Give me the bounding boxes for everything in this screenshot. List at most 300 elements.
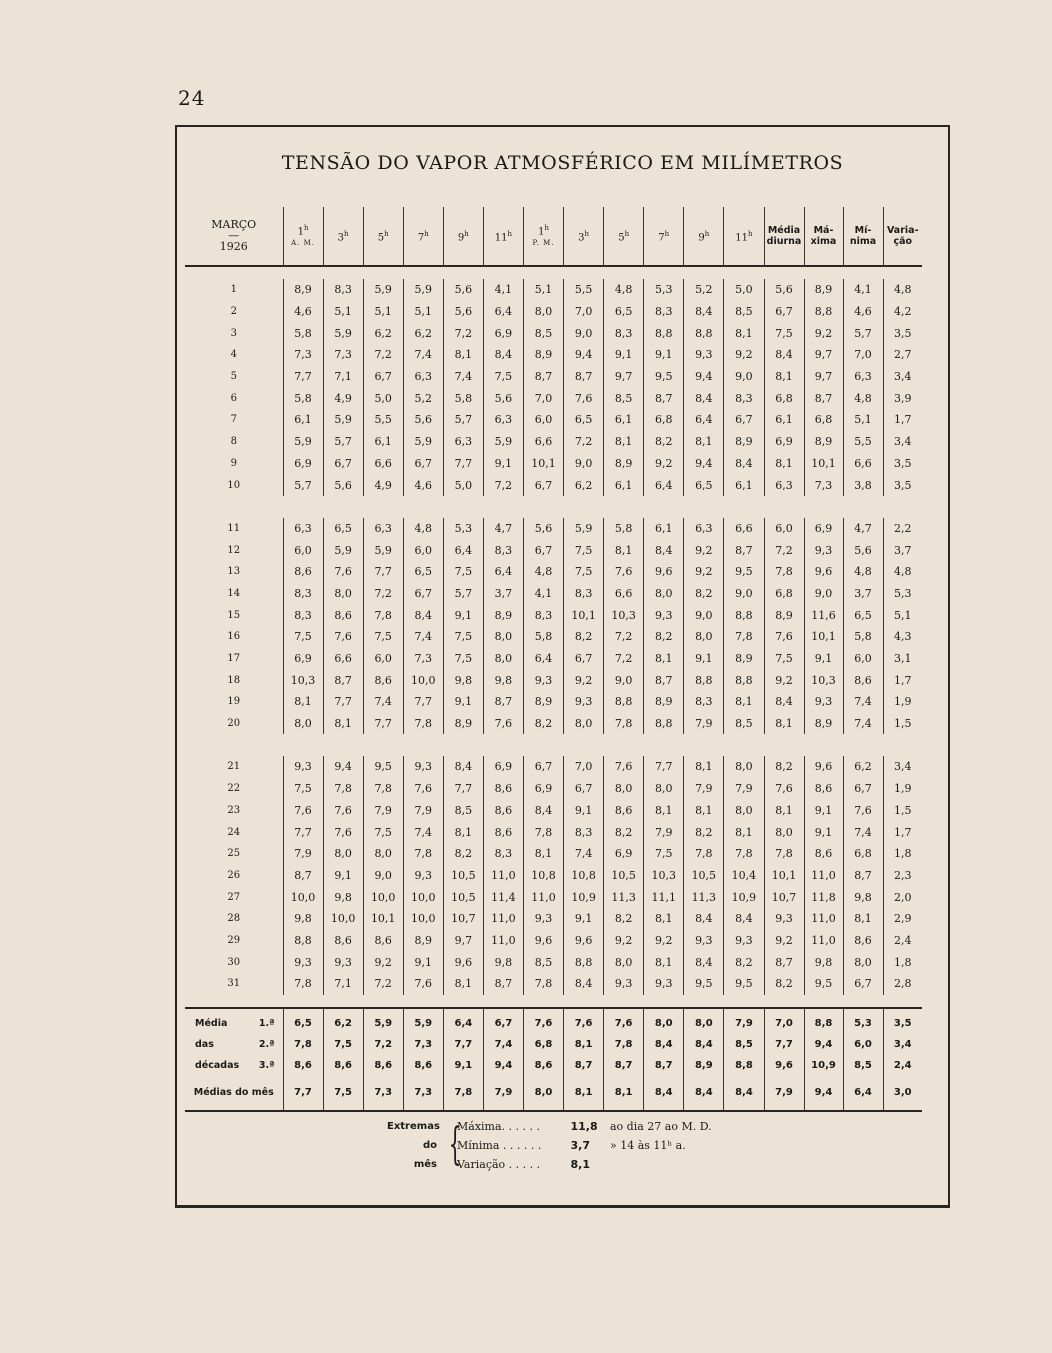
- day-cell: 4: [230, 349, 237, 361]
- table-row: [185, 778, 922, 800]
- month-label: MARÇO: [211, 218, 257, 231]
- value-cell: 8,8: [564, 951, 604, 973]
- value-cell: 7,8: [684, 843, 724, 865]
- value-cell: 7,4: [363, 691, 403, 713]
- value-cell: 9,2: [724, 344, 764, 366]
- value-cell: 6,5: [323, 518, 363, 540]
- mean-value-cell: 6,0: [843, 1034, 883, 1055]
- value-cell: 6,4: [644, 474, 684, 496]
- value-cell: 6,1: [604, 409, 644, 431]
- value-cell: 6,4: [523, 648, 563, 670]
- value-cell: 9,6: [644, 561, 684, 583]
- value-cell: 6,3: [443, 431, 483, 453]
- value-cell: 8,4: [443, 756, 483, 778]
- value-cell: 8,9: [644, 691, 684, 713]
- day-cell: 24: [227, 826, 241, 838]
- value-cell: 9,1: [564, 908, 604, 930]
- month-mean-row: [185, 1076, 922, 1111]
- value-cell: 5,6: [483, 387, 523, 409]
- value-cell: 8,4: [684, 908, 724, 930]
- value-cell: 9,8: [843, 886, 883, 908]
- extreme-note: » 14 às 11ʰ a.: [610, 1139, 686, 1152]
- table-row: [185, 539, 922, 561]
- table-row: [185, 648, 922, 670]
- value-cell: 3,7: [883, 539, 922, 561]
- hour-number: 5: [618, 232, 625, 244]
- value-cell: 6,9: [483, 322, 523, 344]
- value-cell: 7,6: [483, 713, 523, 735]
- value-cell: 7,6: [283, 800, 323, 822]
- extremes-label-3: mês: [413, 1159, 437, 1170]
- value-cell: 1,5: [883, 800, 922, 822]
- day-cell: 20: [227, 718, 241, 730]
- day-cell: 8: [230, 436, 237, 448]
- value-cell: 8,1: [724, 322, 764, 344]
- mean-value-cell: 7,3: [363, 1076, 403, 1111]
- value-cell: 5,8: [604, 518, 644, 540]
- value-cell: 6,6: [523, 431, 563, 453]
- value-cell: 6,1: [363, 431, 403, 453]
- value-cell: 11,3: [604, 886, 644, 908]
- extremes-label-1: Extremas: [387, 1121, 440, 1132]
- value-cell: 6,0: [764, 518, 804, 540]
- page-number: 24: [178, 86, 206, 110]
- value-cell: 5,7: [323, 431, 363, 453]
- value-cell: 5,6: [403, 409, 443, 431]
- value-cell: 9,8: [443, 669, 483, 691]
- value-cell: 7,6: [764, 778, 804, 800]
- hour-number: 1: [538, 226, 545, 238]
- value-cell: 5,6: [443, 301, 483, 323]
- value-cell: 7,2: [363, 973, 403, 995]
- value-cell: 8,2: [644, 626, 684, 648]
- value-cell: 8,3: [604, 322, 644, 344]
- value-cell: 1,7: [883, 669, 922, 691]
- value-cell: 9,1: [804, 800, 843, 822]
- table-row: [185, 951, 922, 973]
- hour-period: A. M.: [291, 238, 315, 247]
- maxima-header: [804, 207, 843, 266]
- value-cell: 7,6: [604, 561, 644, 583]
- value-cell: 5,1: [843, 409, 883, 431]
- value-cell: 8,6: [804, 778, 843, 800]
- value-cell: 7,0: [564, 756, 604, 778]
- value-cell: 10,5: [443, 865, 483, 887]
- value-cell: 7,2: [564, 431, 604, 453]
- value-cell: 8,8: [684, 322, 724, 344]
- daily-values: [185, 279, 922, 995]
- value-cell: 8,7: [804, 387, 843, 409]
- value-cell: 7,8: [724, 843, 764, 865]
- value-cell: 6,6: [604, 583, 644, 605]
- value-cell: 8,4: [724, 453, 764, 475]
- day-cell: 17: [227, 653, 241, 665]
- value-cell: 7,5: [363, 821, 403, 843]
- mean-value-cell: 3,0: [883, 1076, 922, 1111]
- value-cell: 8,3: [564, 583, 604, 605]
- hour-suffix: h: [507, 229, 513, 238]
- value-cell: 7,5: [483, 366, 523, 388]
- value-cell: 8,9: [804, 431, 843, 453]
- mean-value-cell: 8,9: [684, 1055, 724, 1076]
- value-cell: 8,0: [283, 713, 323, 735]
- value-cell: 8,8: [604, 691, 644, 713]
- value-cell: 8,3: [483, 539, 523, 561]
- value-cell: 10,4: [724, 865, 764, 887]
- value-cell: 9,3: [564, 691, 604, 713]
- value-cell: 9,0: [564, 453, 604, 475]
- mean-value-cell: 9,1: [443, 1055, 483, 1076]
- value-cell: 9,2: [363, 951, 403, 973]
- value-cell: 1,9: [883, 691, 922, 713]
- day-cell: 30: [227, 956, 241, 968]
- value-cell: 6,0: [403, 539, 443, 561]
- value-cell: 8,6: [843, 930, 883, 952]
- day-cell: 7: [230, 414, 237, 426]
- value-cell: 8,3: [283, 583, 323, 605]
- mean-value-cell: 7,8: [283, 1034, 323, 1055]
- decade-number: 2.ª: [258, 1038, 275, 1050]
- value-cell: 9,3: [283, 951, 323, 973]
- value-cell: 7,5: [363, 626, 403, 648]
- value-cell: 9,1: [604, 344, 644, 366]
- value-cell: 9,5: [724, 973, 764, 995]
- value-cell: 8,6: [483, 821, 523, 843]
- value-cell: 5,7: [443, 409, 483, 431]
- value-cell: 8,5: [443, 800, 483, 822]
- value-cell: 2,4: [883, 930, 922, 952]
- value-cell: 6,9: [804, 518, 843, 540]
- day-cell: 10: [227, 479, 241, 491]
- value-cell: 9,8: [483, 951, 523, 973]
- mean-value-cell: 7,9: [764, 1076, 804, 1111]
- value-cell: 5,0: [724, 279, 764, 301]
- value-cell: 7,1: [323, 973, 363, 995]
- value-cell: 9,2: [604, 930, 644, 952]
- hour-number: 11: [735, 232, 749, 244]
- value-cell: 7,0: [564, 301, 604, 323]
- value-cell: 5,3: [443, 518, 483, 540]
- value-cell: 7,6: [323, 821, 363, 843]
- minima-header: [843, 207, 883, 266]
- value-cell: 9,6: [804, 756, 843, 778]
- value-cell: 8,1: [644, 908, 684, 930]
- value-cell: 7,3: [804, 474, 843, 496]
- minima-header-line: nima: [849, 236, 877, 247]
- value-cell: 5,1: [523, 279, 563, 301]
- value-cell: 7,4: [564, 843, 604, 865]
- value-cell: 11,0: [523, 886, 563, 908]
- hour-number: 3: [578, 232, 585, 244]
- value-cell: 4,6: [283, 301, 323, 323]
- decade-number: 1.ª: [258, 1017, 275, 1029]
- value-cell: 6,7: [323, 453, 363, 475]
- minima-header-line: Mí-: [854, 225, 872, 236]
- day-cell: 6: [230, 392, 237, 404]
- value-cell: 5,9: [363, 539, 403, 561]
- value-cell: 8,8: [644, 713, 684, 735]
- value-cell: 6,3: [363, 518, 403, 540]
- value-cell: 7,6: [323, 800, 363, 822]
- value-cell: 9,2: [684, 539, 724, 561]
- value-cell: 6,7: [564, 778, 604, 800]
- day-cell: 1: [230, 284, 237, 296]
- value-cell: 9,3: [684, 930, 724, 952]
- value-cell: 8,2: [684, 583, 724, 605]
- hour-suffix: h: [384, 229, 389, 238]
- value-cell: 8,0: [363, 843, 403, 865]
- value-cell: 10,9: [564, 886, 604, 908]
- value-cell: 5,8: [283, 387, 323, 409]
- day-cell: 23: [227, 804, 241, 816]
- value-cell: 7,8: [764, 561, 804, 583]
- value-cell: 9,3: [804, 691, 843, 713]
- value-cell: 7,5: [564, 539, 604, 561]
- value-cell: 8,7: [644, 387, 684, 409]
- value-cell: 4,8: [843, 387, 883, 409]
- value-cell: 6,3: [483, 409, 523, 431]
- mean-value-cell: 8,5: [843, 1055, 883, 1076]
- value-cell: 6,8: [764, 583, 804, 605]
- value-cell: 6,6: [323, 648, 363, 670]
- mean-value-cell: 7,0: [764, 1008, 804, 1034]
- value-cell: 10,1: [363, 908, 403, 930]
- value-cell: 7,7: [644, 756, 684, 778]
- mean-value-cell: 7,7: [283, 1076, 323, 1111]
- value-cell: 11,6: [804, 604, 843, 626]
- value-cell: 8,8: [283, 930, 323, 952]
- mean-value-cell: 8,6: [283, 1055, 323, 1076]
- table-row: [185, 366, 922, 388]
- day-cell: 14: [227, 587, 241, 599]
- value-cell: 6,0: [363, 648, 403, 670]
- hour-number: 9: [698, 232, 705, 244]
- decade-means: [185, 1008, 922, 1076]
- value-cell: 8,9: [764, 604, 804, 626]
- value-cell: 7,8: [403, 713, 443, 735]
- value-cell: 9,0: [363, 865, 403, 887]
- value-cell: 1,7: [883, 409, 922, 431]
- mean-value-cell: 7,5: [323, 1034, 363, 1055]
- value-cell: 8,3: [483, 843, 523, 865]
- value-cell: 7,6: [403, 778, 443, 800]
- mean-value-cell: 9,4: [804, 1034, 843, 1055]
- table-row: [185, 626, 922, 648]
- value-cell: 9,3: [604, 973, 644, 995]
- table-row: [185, 691, 922, 713]
- value-cell: 5,1: [883, 604, 922, 626]
- value-cell: 1,7: [883, 821, 922, 843]
- day-cell: 22: [227, 783, 241, 795]
- value-cell: 8,4: [724, 908, 764, 930]
- value-cell: 8,1: [523, 843, 563, 865]
- value-cell: 5,8: [443, 387, 483, 409]
- mean-value-cell: 8,7: [604, 1055, 644, 1076]
- value-cell: 3,7: [843, 583, 883, 605]
- value-cell: 8,0: [483, 648, 523, 670]
- value-cell: 7,2: [604, 648, 644, 670]
- value-cell: 8,7: [724, 539, 764, 561]
- value-cell: 8,2: [604, 908, 644, 930]
- mean-value-cell: 8,4: [644, 1076, 684, 1111]
- value-cell: 8,1: [443, 821, 483, 843]
- value-cell: 9,5: [724, 561, 764, 583]
- value-cell: 6,6: [843, 453, 883, 475]
- year-label: 1926: [219, 240, 248, 253]
- mean-value-cell: 5,3: [843, 1008, 883, 1034]
- value-cell: 4,1: [523, 583, 563, 605]
- value-cell: 5,6: [523, 518, 563, 540]
- day-cell: 15: [227, 609, 241, 621]
- value-cell: 7,8: [523, 821, 563, 843]
- mean-value-cell: 8,6: [523, 1055, 563, 1076]
- day-cell: 16: [227, 631, 241, 643]
- day-cell: 12: [227, 544, 241, 556]
- hour-number: 7: [417, 232, 425, 244]
- value-cell: 5,6: [843, 539, 883, 561]
- value-cell: 8,7: [523, 366, 563, 388]
- decade-mean-label: [185, 1008, 283, 1034]
- hour-header: [403, 207, 443, 266]
- value-cell: 2,9: [883, 908, 922, 930]
- month-dash: —: [228, 229, 240, 242]
- value-cell: 9,6: [804, 561, 843, 583]
- value-cell: 3,5: [883, 474, 922, 496]
- value-cell: 8,1: [323, 713, 363, 735]
- value-cell: 7,4: [403, 344, 443, 366]
- mean-value-cell: 2,4: [883, 1055, 922, 1076]
- mean-value-cell: 8,6: [323, 1055, 363, 1076]
- mean-value-cell: 9,6: [764, 1055, 804, 1076]
- value-cell: 4,8: [883, 561, 922, 583]
- value-cell: 11,0: [804, 908, 843, 930]
- value-cell: 7,5: [283, 626, 323, 648]
- hour-header: [724, 207, 764, 266]
- value-cell: 4,8: [403, 518, 443, 540]
- value-cell: 9,1: [443, 691, 483, 713]
- value-cell: 6,3: [403, 366, 443, 388]
- value-cell: 3,1: [883, 648, 922, 670]
- value-cell: 10,1: [523, 453, 563, 475]
- mean-value-cell: 7,7: [443, 1034, 483, 1055]
- value-cell: 10,1: [804, 453, 843, 475]
- table-row: [185, 865, 922, 887]
- value-cell: 7,7: [443, 453, 483, 475]
- hour-suffix: h: [624, 229, 630, 238]
- extremes-label-2: do: [422, 1140, 437, 1151]
- table-row: [185, 474, 922, 496]
- mean-value-cell: 7,2: [363, 1034, 403, 1055]
- media-header-line: diurna: [766, 236, 802, 247]
- value-cell: 10,0: [403, 886, 443, 908]
- value-cell: 8,6: [483, 778, 523, 800]
- value-cell: 10,7: [443, 908, 483, 930]
- value-cell: 9,0: [724, 366, 764, 388]
- value-cell: 9,1: [644, 344, 684, 366]
- value-cell: 9,3: [523, 908, 563, 930]
- value-cell: 7,5: [764, 648, 804, 670]
- value-cell: 9,7: [604, 366, 644, 388]
- value-cell: 8,9: [483, 604, 523, 626]
- value-cell: 9,0: [804, 583, 843, 605]
- value-cell: 2,0: [883, 886, 922, 908]
- value-cell: 6,8: [764, 387, 804, 409]
- value-cell: 8,2: [604, 821, 644, 843]
- day-cell: 2: [230, 306, 237, 318]
- value-cell: 11,0: [804, 930, 843, 952]
- value-cell: 8,7: [564, 366, 604, 388]
- value-cell: 8,5: [523, 322, 563, 344]
- value-cell: 7,5: [764, 322, 804, 344]
- value-cell: 7,3: [403, 648, 443, 670]
- table-row: [185, 930, 922, 952]
- value-cell: 10,1: [764, 865, 804, 887]
- value-cell: 8,6: [604, 800, 644, 822]
- value-cell: 8,4: [403, 604, 443, 626]
- value-cell: 9,2: [804, 322, 843, 344]
- value-cell: 9,1: [804, 821, 843, 843]
- value-cell: 7,0: [523, 387, 563, 409]
- hour-number: 11: [494, 232, 508, 244]
- value-cell: 8,1: [644, 951, 684, 973]
- day-cell: 25: [227, 848, 241, 860]
- value-cell: 7,5: [443, 561, 483, 583]
- value-cell: 9,5: [684, 973, 724, 995]
- value-cell: 4,9: [323, 387, 363, 409]
- value-cell: 8,6: [843, 669, 883, 691]
- value-cell: 8,2: [564, 626, 604, 648]
- value-cell: 7,6: [323, 626, 363, 648]
- value-cell: 9,6: [443, 951, 483, 973]
- value-cell: 9,1: [323, 865, 363, 887]
- value-cell: 5,6: [323, 474, 363, 496]
- value-cell: 5,8: [523, 626, 563, 648]
- table-row: [185, 409, 922, 431]
- value-cell: 4,7: [483, 518, 523, 540]
- mean-value-cell: 8,0: [684, 1008, 724, 1034]
- value-cell: 6,0: [843, 648, 883, 670]
- value-cell: 6,9: [764, 431, 804, 453]
- value-cell: 10,1: [804, 626, 843, 648]
- hour-suffix: h: [303, 224, 309, 233]
- value-cell: 8,7: [283, 865, 323, 887]
- value-cell: 7,7: [283, 821, 323, 843]
- variacao-header-line: ção: [893, 236, 913, 247]
- value-cell: 5,5: [843, 431, 883, 453]
- value-cell: 4,9: [363, 474, 403, 496]
- value-cell: 8,3: [564, 821, 604, 843]
- value-cell: 8,7: [323, 669, 363, 691]
- value-cell: 9,3: [403, 756, 443, 778]
- value-cell: 9,7: [804, 344, 843, 366]
- day-cell: 18: [227, 674, 241, 686]
- value-cell: 8,0: [644, 778, 684, 800]
- value-cell: 2,3: [883, 865, 922, 887]
- value-cell: 11,0: [804, 865, 843, 887]
- value-cell: 8,1: [604, 539, 644, 561]
- mean-value-cell: 8,7: [644, 1055, 684, 1076]
- mean-value-cell: 7,4: [483, 1034, 523, 1055]
- value-cell: 7,9: [363, 800, 403, 822]
- value-cell: 8,0: [724, 800, 764, 822]
- mean-value-cell: 7,3: [403, 1034, 443, 1055]
- mean-value-cell: 10,9: [804, 1055, 843, 1076]
- day-cell: 29: [227, 934, 241, 946]
- hour-period: P. M.: [532, 238, 555, 247]
- value-cell: 6,2: [843, 756, 883, 778]
- hour-suffix: h: [424, 229, 429, 238]
- value-cell: 7,5: [443, 626, 483, 648]
